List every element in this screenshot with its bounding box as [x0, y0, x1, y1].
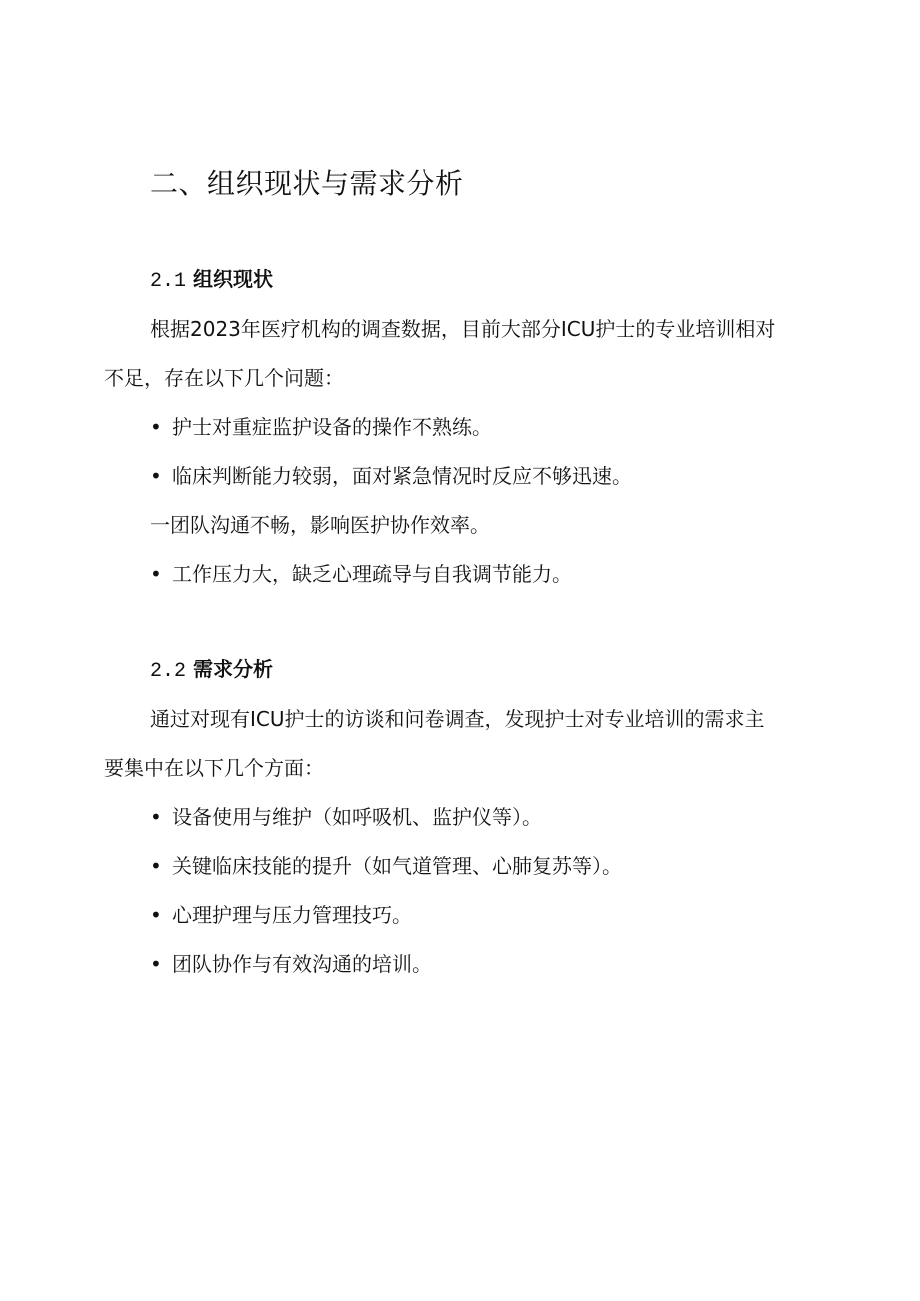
bullet-marker: • — [150, 415, 162, 439]
bullet-marker: • — [150, 805, 162, 829]
list-item-text: 关键临床技能的提升（如气道管理、心肺复苏等）。 — [172, 854, 622, 878]
section-title: 组织现状 — [192, 267, 273, 291]
page-title: 二、组织现状与需求分析 — [150, 167, 464, 200]
bullet-marker: • — [150, 952, 162, 976]
section-number: 2.1 — [150, 270, 187, 293]
list-item-text: 一团队沟通不畅，影响医护协作效率。 — [150, 513, 490, 537]
bullet-marker: • — [150, 562, 162, 586]
paragraph-line: 不足，存在以下几个问题： — [104, 366, 344, 390]
list-item — [150, 462, 632, 490]
section-title: 需求分析 — [192, 657, 273, 681]
list-item-text: 团队协作与有效沟通的培训。 — [172, 952, 432, 976]
list-item-text: 护士对重症监护设备的操作不熟练。 — [172, 415, 492, 439]
list-item — [150, 413, 492, 441]
list-item-text: 设备使用与维护（如呼吸机、监护仪等）。 — [172, 805, 542, 829]
list-item — [150, 950, 432, 978]
list-item-text: 工作压力大，缺乏心理疏导与自我调节能力。 — [172, 562, 572, 586]
list-item — [150, 511, 490, 539]
bullet-marker: • — [150, 903, 162, 927]
paragraph-line: 要集中在以下几个方面： — [104, 756, 324, 780]
section-heading — [150, 265, 273, 296]
paragraph-line: 根据2023年医疗机构的调查数据，目前大部分ICU护士的专业培训相对 — [150, 317, 776, 341]
section-heading — [150, 655, 273, 686]
list-item — [150, 852, 622, 880]
list-item — [150, 560, 572, 588]
list-item — [150, 803, 542, 831]
section-number: 2.2 — [150, 660, 187, 683]
bullet-marker: • — [150, 854, 162, 878]
list-item-text: 临床判断能力较弱，面对紧急情况时反应不够迅速。 — [172, 464, 632, 488]
bullet-marker: • — [150, 464, 162, 488]
list-item-text: 心理护理与压力管理技巧。 — [172, 903, 412, 927]
list-item — [150, 901, 412, 929]
paragraph-line: 通过对现有ICU护士的访谈和问卷调查，发现护士对专业培训的需求主 — [150, 707, 765, 731]
